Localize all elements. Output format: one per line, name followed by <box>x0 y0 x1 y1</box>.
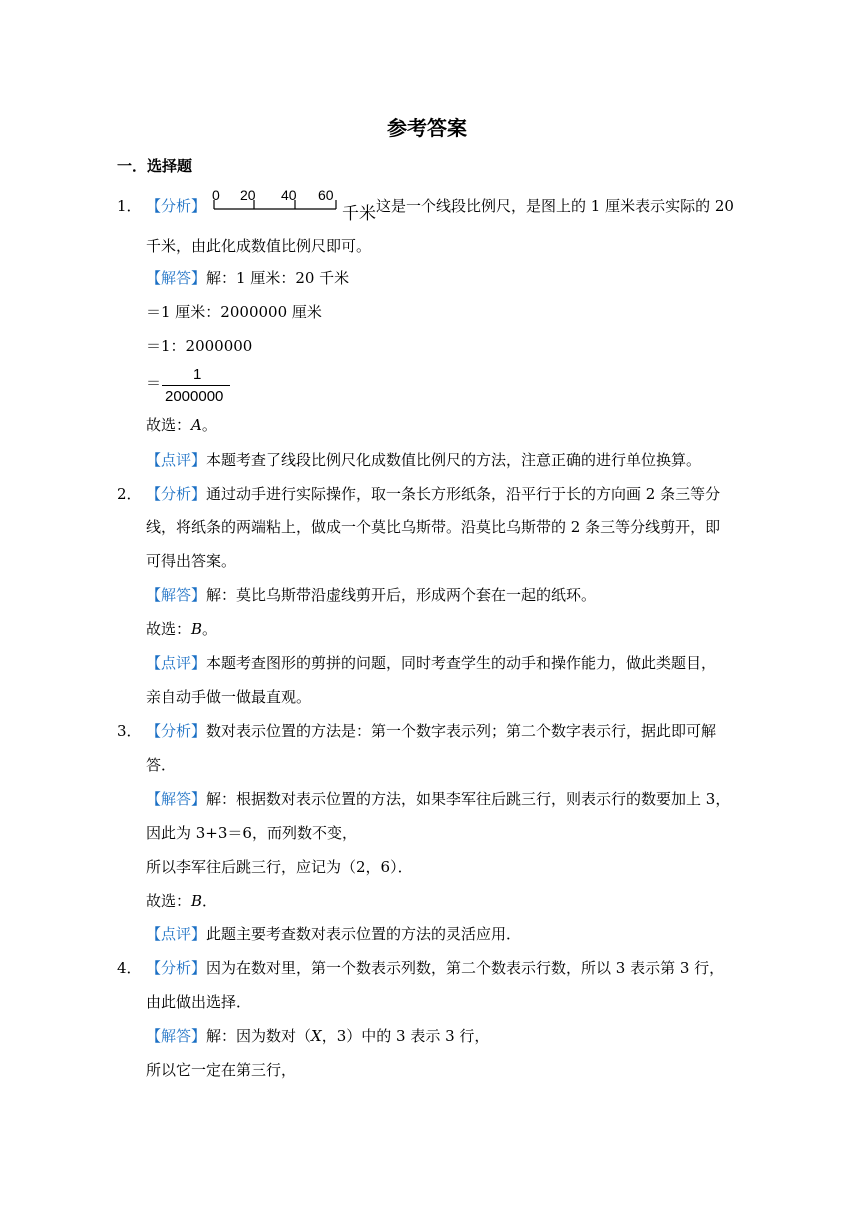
section-heading: 一．选择题 <box>117 157 193 175</box>
answer-tag: 【解答】 <box>146 586 207 604</box>
answer-text: 解：根据数对表示位置的方法，如果李军往后跳三行，则表示行的数要加上 3， <box>206 790 731 808</box>
analysis-text: 因为在数对里，第一个数表示列数，第二个数表示行数，所以 3 表示第 3 行， <box>206 959 725 977</box>
answer-text: 解：因为数对（ <box>206 1027 312 1045</box>
choice-line <box>146 622 217 637</box>
choice-label: 故选： <box>146 620 192 638</box>
answer-line <box>146 588 596 603</box>
variable-x: X <box>311 1027 322 1045</box>
analysis-tag: 【分析】 <box>146 485 207 503</box>
answer-text: 解：1 厘米：20 千米 <box>206 269 350 287</box>
comment-text: 亲自动手做一做最直观。 <box>146 688 312 706</box>
choice-letter: A <box>191 416 202 434</box>
analysis-text: 由此做出选择． <box>146 993 252 1011</box>
answer-text: ，3）中的 3 表示 3 行， <box>321 1027 490 1045</box>
choice-suffix: 。 <box>202 620 218 638</box>
analysis-line <box>146 487 720 502</box>
question-number: 2． <box>117 485 142 503</box>
comment-tag: 【点评】 <box>146 654 207 672</box>
answer-text: ＝1 厘米：2000000 厘米 <box>146 303 322 321</box>
choice-suffix: ． <box>202 892 218 910</box>
answer-line <box>146 271 349 286</box>
choice-line <box>146 894 217 909</box>
fraction-numerator: 1 <box>193 366 202 383</box>
scale-label: 0 <box>212 188 220 203</box>
comment-line <box>146 656 716 671</box>
scale-unit: 千米 <box>342 204 376 223</box>
answer-line <box>146 792 730 807</box>
analysis-text: 数对表示位置的方法是：第一个数字表示列；第二个数字表示行，据此即可解 <box>206 722 717 740</box>
analysis-text: 通过动手进行实际操作，取一条长方形纸条，沿平行于长的方向画 2 条三等分 <box>206 485 721 503</box>
choice-label: 故选： <box>146 892 192 910</box>
analysis-line <box>146 961 724 976</box>
analysis-tag: 【分析】 <box>146 197 207 215</box>
answer-line <box>146 1029 489 1044</box>
scale-label: 20 <box>240 188 256 203</box>
analysis-text: 线，将纸条的两端粘上，做成一个莫比乌斯带。沿莫比乌斯带的 2 条三等分线剪开，即 <box>146 518 721 536</box>
answer-tag: 【解答】 <box>146 1027 207 1045</box>
analysis-text: 可得出答案。 <box>146 552 237 570</box>
choice-label: 故选： <box>146 416 192 434</box>
comment-tag: 【点评】 <box>146 451 207 469</box>
page-title: 参考答案 <box>387 116 467 140</box>
choice-suffix: 。 <box>201 416 217 434</box>
analysis-text: 千米，由此化成数值比例尺即可。 <box>146 237 372 255</box>
answer-text: ＝1：2000000 <box>146 337 253 355</box>
equals-sign: ＝ <box>146 374 162 392</box>
comment-line <box>146 453 701 468</box>
question-number: 1． <box>117 197 142 215</box>
answer-text: 解：莫比乌斯带沿虚线剪开后，形成两个套在一起的纸环。 <box>206 586 597 604</box>
scale-label: 60 <box>318 188 334 203</box>
answer-tag: 【解答】 <box>146 269 207 287</box>
comment-text: 本题考查了线段比例尺化成数值比例尺的方法，注意正确的进行单位换算。 <box>206 451 702 469</box>
analysis-tag: 【分析】 <box>146 959 207 977</box>
analysis-line <box>146 724 716 739</box>
analysis-text: 答． <box>146 756 177 774</box>
answer-tag: 【解答】 <box>146 790 207 808</box>
answer-text: 所以它一定在第三行， <box>146 1061 297 1079</box>
fraction-denominator: 2000000 <box>165 388 224 405</box>
analysis-tag: 【分析】 <box>146 722 207 740</box>
line-scale-figure <box>210 188 378 224</box>
answer-text: 所以李军往后跳三行，应记为（2，6）． <box>146 858 413 876</box>
comment-text: 此题主要考查数对表示位置的方法的灵活应用． <box>206 925 522 943</box>
answer-text: 因此为 3+3＝6，而列数不变， <box>146 824 357 842</box>
comment-line <box>146 927 521 942</box>
fraction-bar <box>162 385 230 386</box>
question-number: 4． <box>117 959 142 977</box>
choice-letter: B <box>191 892 203 910</box>
comment-tag: 【点评】 <box>146 925 207 943</box>
comment-text: 本题考查图形的剪拼的问题，同时考查学生的动手和操作能力，做此类题目， <box>206 654 717 672</box>
scale-label: 40 <box>281 188 297 203</box>
choice-letter: B <box>191 620 203 638</box>
fraction <box>162 366 230 406</box>
choice-line <box>146 418 217 433</box>
analysis-text: 这是一个线段比例尺，是图上的 1 厘米表示实际的 20 <box>376 197 734 215</box>
question-number: 3． <box>117 722 142 740</box>
